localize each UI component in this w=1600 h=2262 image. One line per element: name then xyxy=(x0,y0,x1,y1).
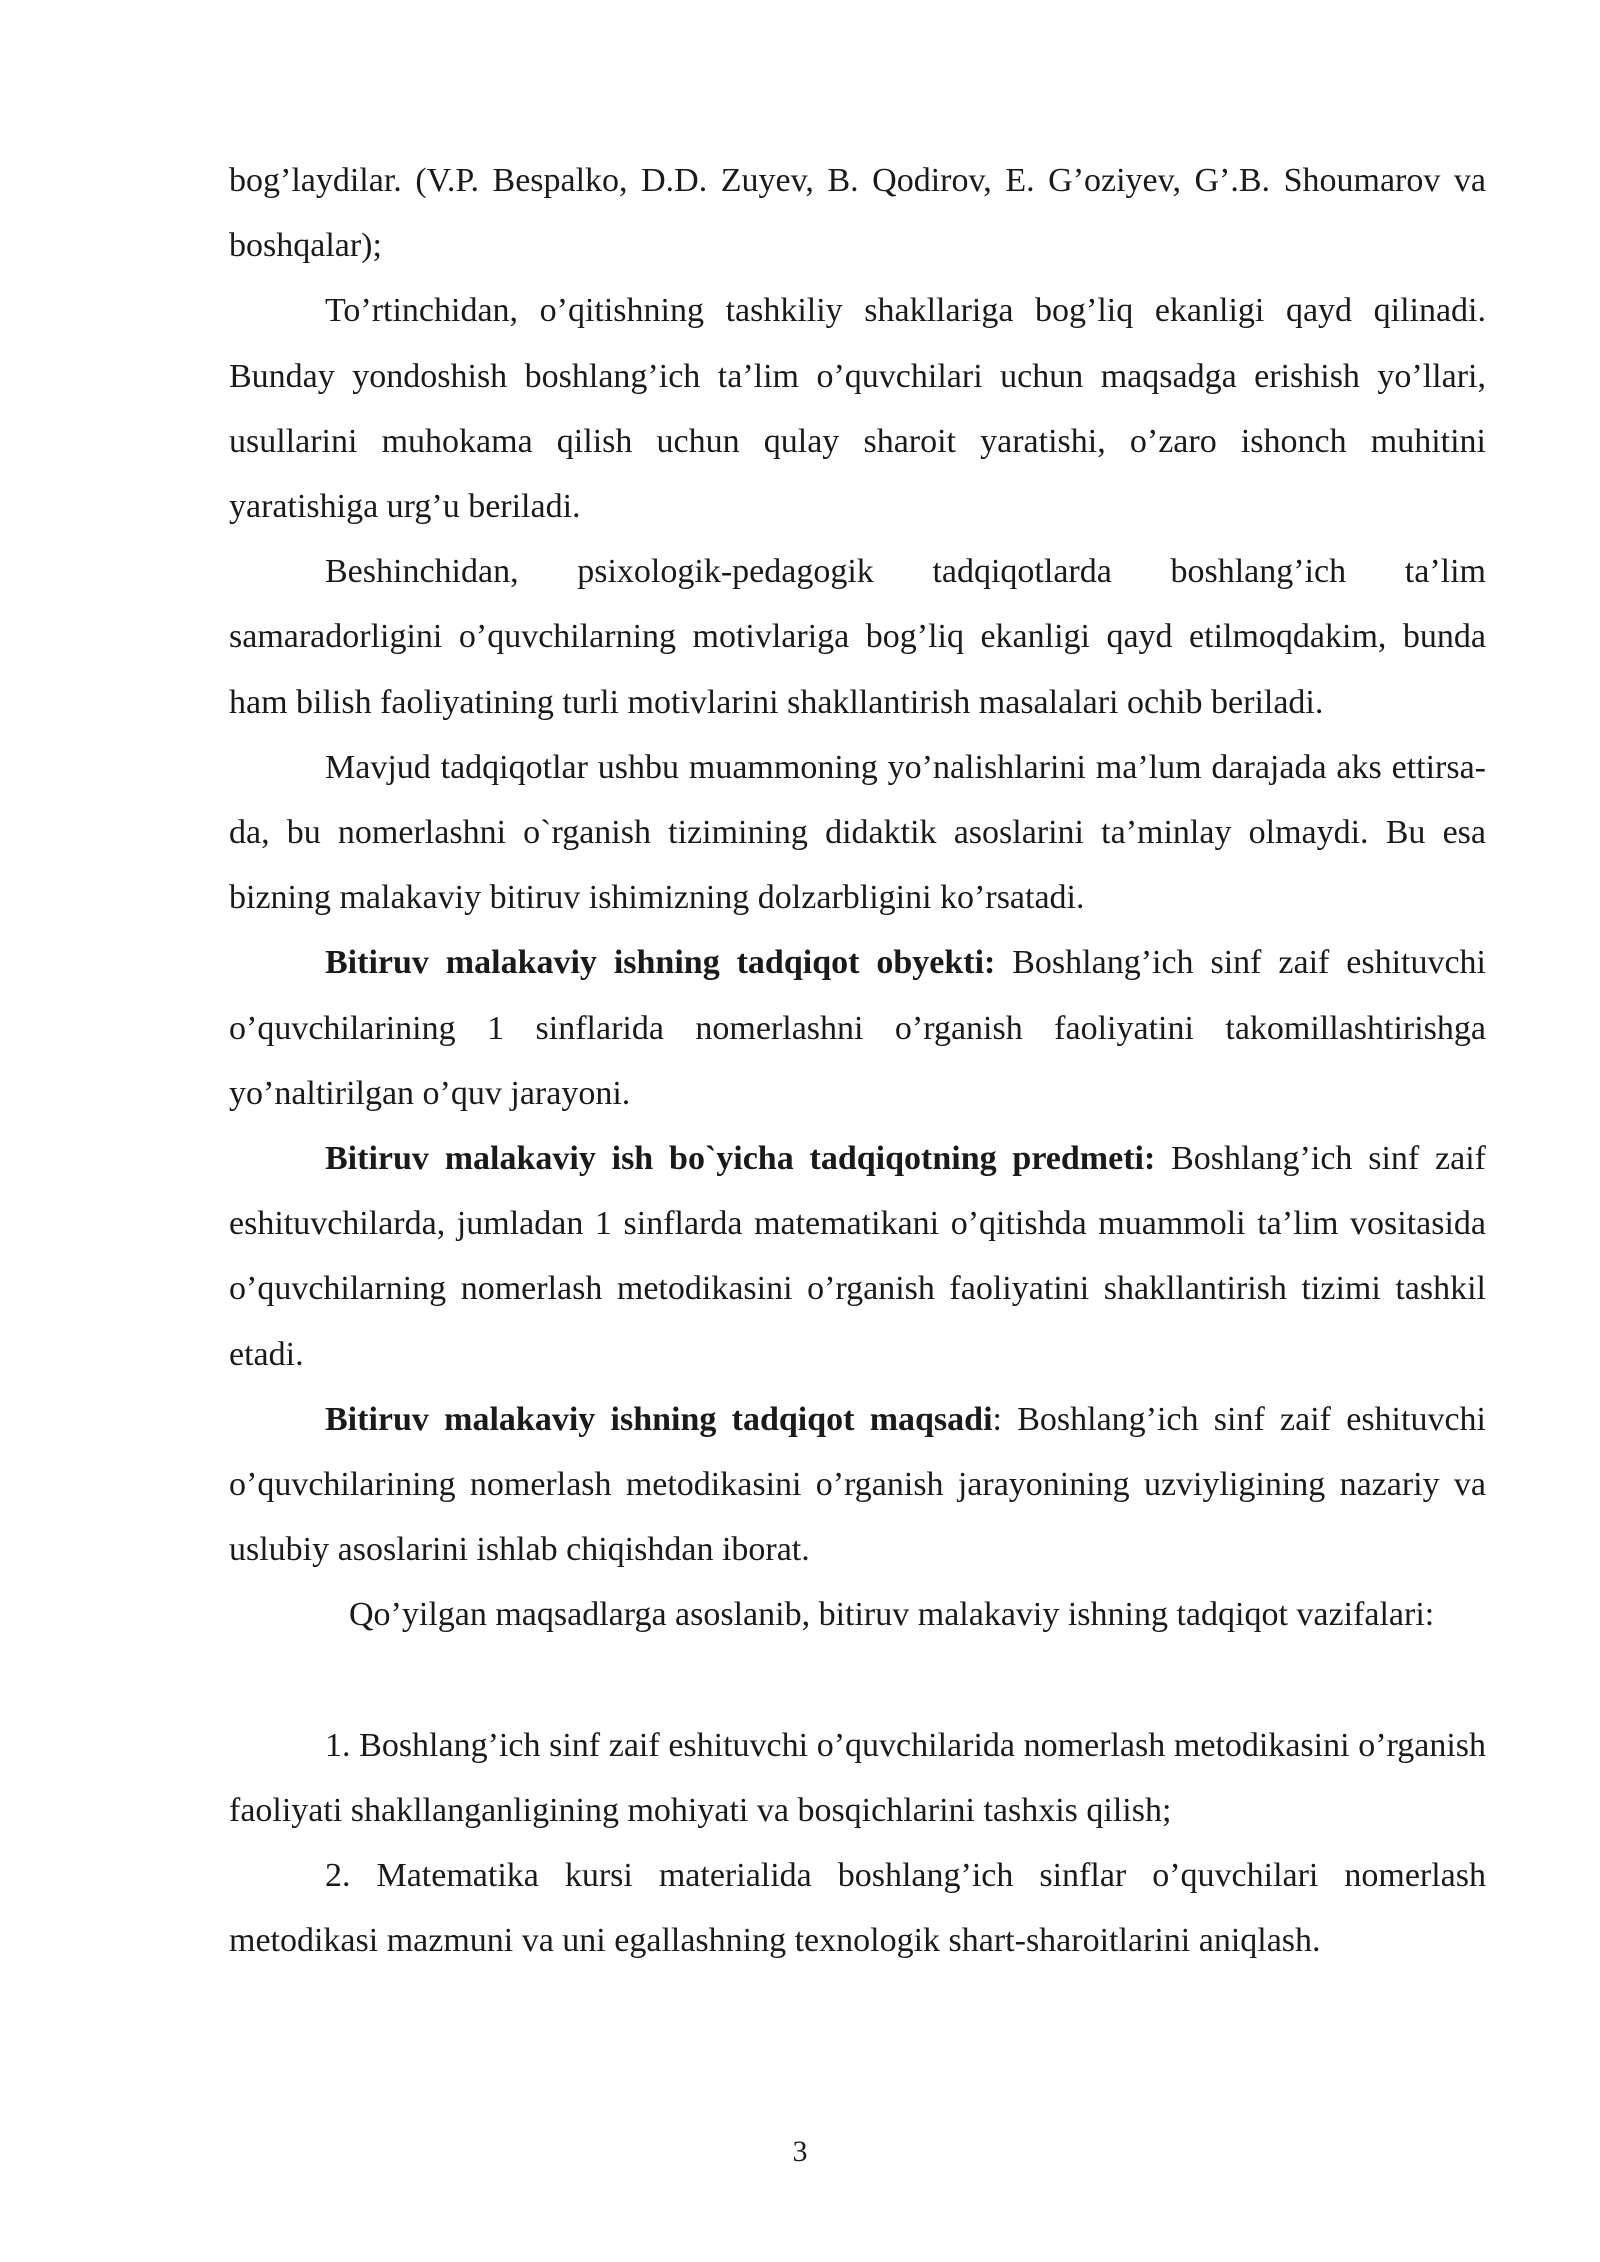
paragraph-tasks-intro: Qo’yilgan maqsadlarga asoslanib, bitiruv malakaviy ishning tadqiqot vazifalari: xyxy=(349,1596,1435,1634)
research-subject-text: Boshlang’ich sinf zaif eshituvchilarda, jumladan 1 sinflarda matematikani o’qitishda muammoli ta’lim vositasida o’quvchilarning nomerlash metodikasini o’rganish faoliyatini shakllantirish tizimi tashkil etadi. xyxy=(229,1140,1486,1373)
research-object-text: Boshlang’ich sinf zaif eshituvchi o’quvchilarining 1 sinflarida nomerlashni o’rganish faoliyatini takomillashtirishga yo’naltirilgan o’quv jarayoni. xyxy=(229,944,1486,1112)
paragraph-fifth: Beshinchidan, psixologik-pedagogik tadqiqotlarda boshlang’ich ta’lim samaradorligini o’quvchilarning motivlariga bog’liq ekanligi qayd etilmoqdakim, bunda ham bilish faoliyatining turli motivlarini shakllantirish masalalari ochib beriladi. xyxy=(229,553,1486,721)
paragraph-relevance: Mavjud tadqiqotlar ushbu muammoning yo’nalishlarini ma’lum darajada aks ettirsa-da, bu nomerlashni o`rganish tizimining didaktik asoslarini ta’minlay olmaydi. Bu esa bizning malakaviy bitiruv ishimizning dolzarbligini ko’rsatadi. xyxy=(229,748,1486,917)
blank-line xyxy=(229,1648,1486,1713)
paragraph-research-object xyxy=(229,930,1486,1126)
research-object-heading: Bitiruv malakaviy ishning tadqiqot obyekti: xyxy=(325,944,996,982)
paragraph-research-subject xyxy=(229,1126,1486,1387)
task-item-2: 2. Matematika kursi materialida boshlang’ich sinflar o’quvchilari nomerlash metodikasi mazmuni va uni egallashning texnologik shart-sharoitlarini aniqlash. xyxy=(229,1857,1486,1960)
paragraph-research-goal xyxy=(229,1387,1486,1583)
paragraph-continuation: bog’laydilar. (V.P. Bespalko, D.D. Zuyev, B. Qodirov, E. G’oziyev, G’.B. Shoumarov va boshqalar); xyxy=(229,162,1486,265)
page-number: 3 xyxy=(792,2135,808,2168)
document-page xyxy=(229,148,1486,1973)
research-subject-heading: Bitiruv malakaviy ish bo`yicha tadqiqotning predmeti: xyxy=(325,1140,1156,1178)
paragraph-fourth: To’rtinchidan, o’qitishning tashkiliy shakllariga bog’liq ekanligi qayd qilinadi. Bunday yondoshish boshlang’ich ta’lim o’quvchilari uchun maqsadga erishish yo’llari, usullarini muhokama qilish uchun qulay sharoit yaratishi, o’zaro ishonch muhitini yaratishiga urg’u beriladi. xyxy=(229,292,1486,526)
task-item-1: 1. Boshlang’ich sinf zaif eshituvchi o’quvchilarida nomerlash metodikasini o’rganish faoliyati shakllanganligining mohiyati va bosqichlarini tashxis qilish; xyxy=(229,1726,1486,1829)
research-goal-text: : Boshlang’ich sinf zaif eshituvchi o’quvchilarining nomerlash metodikasini o’rganish jarayonining uzviyligining nazariy va uslubiy asoslarini ishlab chiqishdan iborat. xyxy=(229,1400,1486,1569)
research-goal-heading: Bitiruv malakaviy ishning tadqiqot maqsadi xyxy=(325,1400,993,1438)
